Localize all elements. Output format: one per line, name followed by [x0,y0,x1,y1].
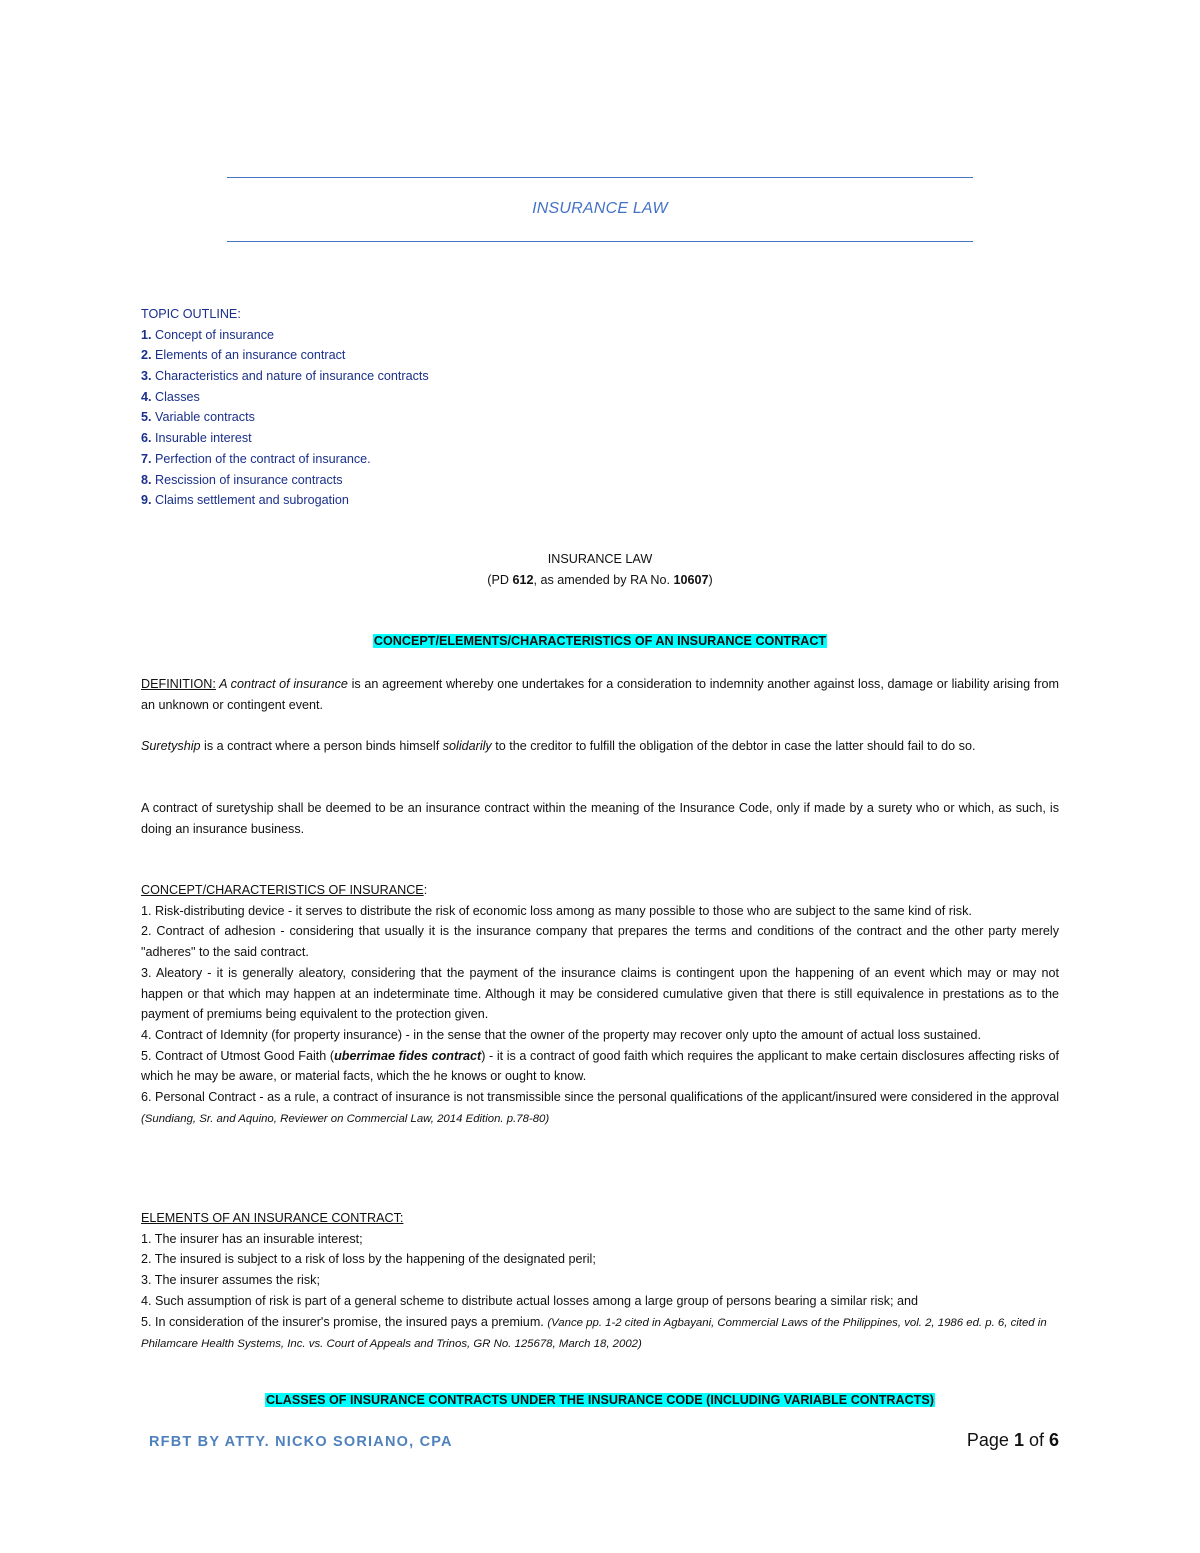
page-number: Page 1 of 6 [966,1430,1059,1450]
topic-outline [141,304,429,511]
elements-section [141,1208,1059,1355]
list-item: 2. The insured is subject to a risk of loss by the happening of the designated peril; [141,1252,596,1267]
outline-item: 6. Insurable interest [141,431,252,446]
characteristics-section [141,880,1059,1129]
header-rule-top [227,177,973,178]
list-item: 6. Personal Contract - as a rule, a contract of insurance is not transmissible since the personal qualifications of the applicant/insured were considered in the approval (Sundiang, Sr. and Aquino, Reviewer on Commercial Law, 2014 Edition. p.78-80) [141,1090,1059,1125]
outline-item: 2. Elements of an insurance contract [141,348,346,363]
list-item: 1. The insurer has an insurable interest; [141,1231,363,1246]
list-item: 2. Contract of adhesion - considering that usually it is the insurance company that prepares the terms and conditions of the contract and the other party merely "adheres" to the said contract. [141,924,1059,960]
list-item: 3. The insurer assumes the risk; [141,1273,320,1288]
outline-heading: TOPIC OUTLINE: [141,307,241,321]
definition-paragraph: DEFINITION: A contract of insurance is an agreement whereby one undertakes for a consideration to indemnity another against loss, damage or liability arising from an unknown or contingent event. [141,677,1060,712]
section-heading-classes: CLASSES OF INSURANCE CONTRACTS UNDER THE INSURANCE CODE (INCLUDING VARIABLE CONTRACTS) [266,1393,934,1407]
list-item: 3. Aleatory - it is generally aleatory, considering that the payment of the insurance claims is contingent upon the happening of an event which may or may not happen or that which may happen at an indeterminate time. Although it may be considered cumulative given that there is still equivalence in prestations as to the payment of premiums being equivalent to the protection given. [141,965,1059,1022]
list-item: 5. In consideration of the insurer's promise, the insured pays a premium. (Vance pp. 1-2 cited in Agbayani, Commercial Laws of the Philippines, vol. 2, 1986 ed. p. 6, cited in Philamcare Health Systems, Inc. vs. Court of Appeals and Trinos, GR No. 125678, March 18, 2002) [141,1314,1047,1351]
document-title: INSURANCE LAW [532,200,668,217]
list-item: 5. Contract of Utmost Good Faith (uberrimae fides contract) - it is a contract of good faith which requires the applicant to make certain disclosures affecting risks of which he may be aware, or material facts, which the he knows or ought to know. [141,1048,1060,1084]
list-item: 4. Such assumption of risk is part of a general scheme to distribute actual losses among a large group of persons bearing a similar risk; and [141,1293,919,1308]
footer-author: RFBT BY ATTY. NICKO SORIANO, CPA [149,1434,453,1450]
elements-heading: ELEMENTS OF AN INSURANCE CONTRACT: [141,1211,404,1225]
list-item: 4. Contract of Idemnity (for property insurance) - in the sense that the owner of the property may recover only upto the amount of actual loss sustained. [141,1027,982,1042]
law-subtitle: (PD 612, as amended by RA No. 10607) [487,573,713,587]
outline-item: 8. Rescission of insurance contracts [141,472,343,487]
outline-item: 4. Classes [141,389,200,404]
surety-contract-paragraph: A contract of suretyship shall be deemed to be an insurance contract within the meaning of the Insurance Code, only if made by a surety who or which, as such, is doing an insurance business. [141,801,1059,836]
outline-item: 9. Claims settlement and subrogation [141,493,349,508]
header-rule-bottom [227,241,973,242]
outline-item: 3. Characteristics and nature of insurance contracts [141,369,429,384]
outline-item: 1. Concept of insurance [141,327,275,342]
list-item: 1. Risk-distributing device - it serves to distribute the risk of economic loss among as many possible to those who are subject to the same kind of risk. [141,903,972,918]
outline-item: 7. Perfection of the contract of insurance. [141,451,371,466]
law-title: INSURANCE LAW [547,552,653,566]
section-heading-concept: CONCEPT/ELEMENTS/CHARACTERISTICS OF AN INSURANCE CONTRACT [373,634,827,648]
outline-item: 5. Variable contracts [141,410,255,425]
suretyship-paragraph: Suretyship is a contract where a person binds himself solidarily to the creditor to fulfill the obligation of the debtor in case the latter should fail to do so. [141,739,976,753]
characteristics-heading: CONCEPT/CHARACTERISTICS OF INSURANCE: [141,883,428,897]
